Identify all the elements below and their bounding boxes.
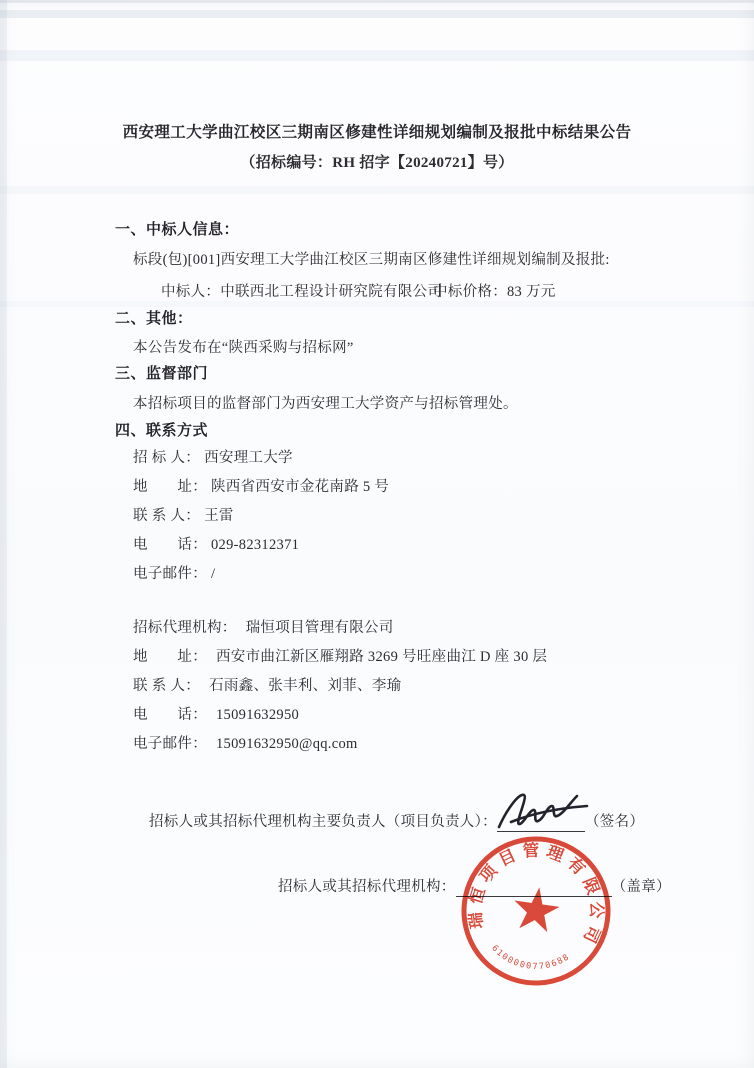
price-value: 83 万元 (507, 284, 556, 300)
seal-company-name: 瑞恒项目管理有限公司 (465, 840, 607, 952)
lot-description: 标段(包)[001]西安理工大学曲江校区三期南区修建性详细规划编制及报批: (133, 252, 610, 268)
contact-row-agency-phone (133, 703, 547, 732)
org-stamp-suffix: （盖章） (611, 879, 671, 895)
contact-value: 15091632950@qq.com (216, 736, 358, 752)
contact-row-agency-address (133, 645, 547, 674)
handwritten-signature (491, 787, 595, 833)
contact-value: / (211, 566, 216, 582)
contact-value: 王雷 (204, 508, 234, 524)
supervision-note: 本招标项目的监督部门为西安理工大学资产与招标管理处。 (133, 396, 518, 412)
contact-row-bidder-name (133, 446, 389, 475)
contact-label: 招 标 人： (133, 450, 201, 466)
section1-heading: 一、中标人信息： (115, 222, 240, 238)
stamp-underline (456, 878, 612, 897)
contact-row-bidder-phone (133, 533, 389, 562)
contact-label: 联 系 人： (133, 508, 201, 524)
contact-label: 电 话： (133, 707, 207, 723)
scan-edge-top (0, 0, 754, 3)
contact-label: 联 系 人： (133, 678, 201, 694)
contact-value: 西安理工大学 (204, 450, 293, 466)
contact-row-agency-person (133, 674, 547, 703)
section4-heading: 四、联系方式 (115, 423, 209, 439)
contact-row-bidder-person (133, 504, 389, 533)
winner-row (161, 282, 556, 302)
principal-signature-suffix: （签名） (584, 814, 645, 830)
contact-label: 电 话： (133, 537, 207, 553)
org-stamp-line (278, 877, 671, 897)
contact-label: 招标代理机构： (133, 620, 237, 636)
bidder-contact-block (133, 446, 389, 591)
contact-value: 瑞恒项目管理有限公司 (245, 620, 394, 636)
contact-label: 电子邮件： (133, 736, 207, 752)
contact-label: 地 址： (133, 649, 207, 665)
contact-row-bidder-address (133, 475, 389, 504)
section3-heading: 三、监督部门 (115, 366, 209, 382)
contact-value: 029-82312371 (211, 537, 300, 553)
scan-band (0, 10, 754, 18)
seal-ring (455, 830, 618, 993)
winner-label: 中标人： (161, 284, 221, 300)
svg-text:6100000770688 (487, 941, 573, 977)
seal-serial-number: 6100000770688 (489, 943, 573, 972)
document-title: 西安理工大学曲江校区三期南区修建性详细规划编制及报批中标结果公告 (122, 124, 632, 141)
contact-label: 地 址： (133, 479, 207, 495)
contact-row-agency-email (133, 732, 547, 761)
winner-name: 中联西北工程设计研究院有限公司 (220, 284, 443, 300)
scan-band (0, 186, 754, 194)
agency-contact-block (133, 616, 547, 761)
section2-heading: 二、其他： (115, 311, 193, 327)
contact-value: 15091632950 (216, 707, 300, 723)
contact-value: 石雨鑫、张丰利、刘菲、李瑜 (209, 678, 402, 694)
scan-band (0, 50, 754, 61)
price-label: 中标价格： (433, 284, 507, 300)
contact-value: 西安市曲江新区雁翔路 3269 号旺座曲江 D 座 30 层 (216, 649, 548, 665)
contact-value: 陕西省西安市金花南路 5 号 (211, 479, 390, 495)
org-stamp-label: 招标人或其招标代理机构： (278, 879, 456, 895)
publication-note: 本公告发布在“陕西采购与招标网” (133, 340, 354, 356)
principal-signature-line (149, 812, 644, 832)
contact-row-bidder-email (133, 562, 389, 591)
principal-signature-label: 招标人或其招标代理机构主要负责人（项目负责人）： (149, 814, 497, 830)
price-row (433, 282, 556, 302)
signature-underline (497, 813, 585, 832)
tender-number-subtitle: （招标编号：RH 招字【20240721】号） (240, 155, 514, 171)
contact-row-agency-name (133, 616, 547, 645)
company-seal (451, 826, 621, 996)
contact-label: 电子邮件： (133, 566, 207, 582)
